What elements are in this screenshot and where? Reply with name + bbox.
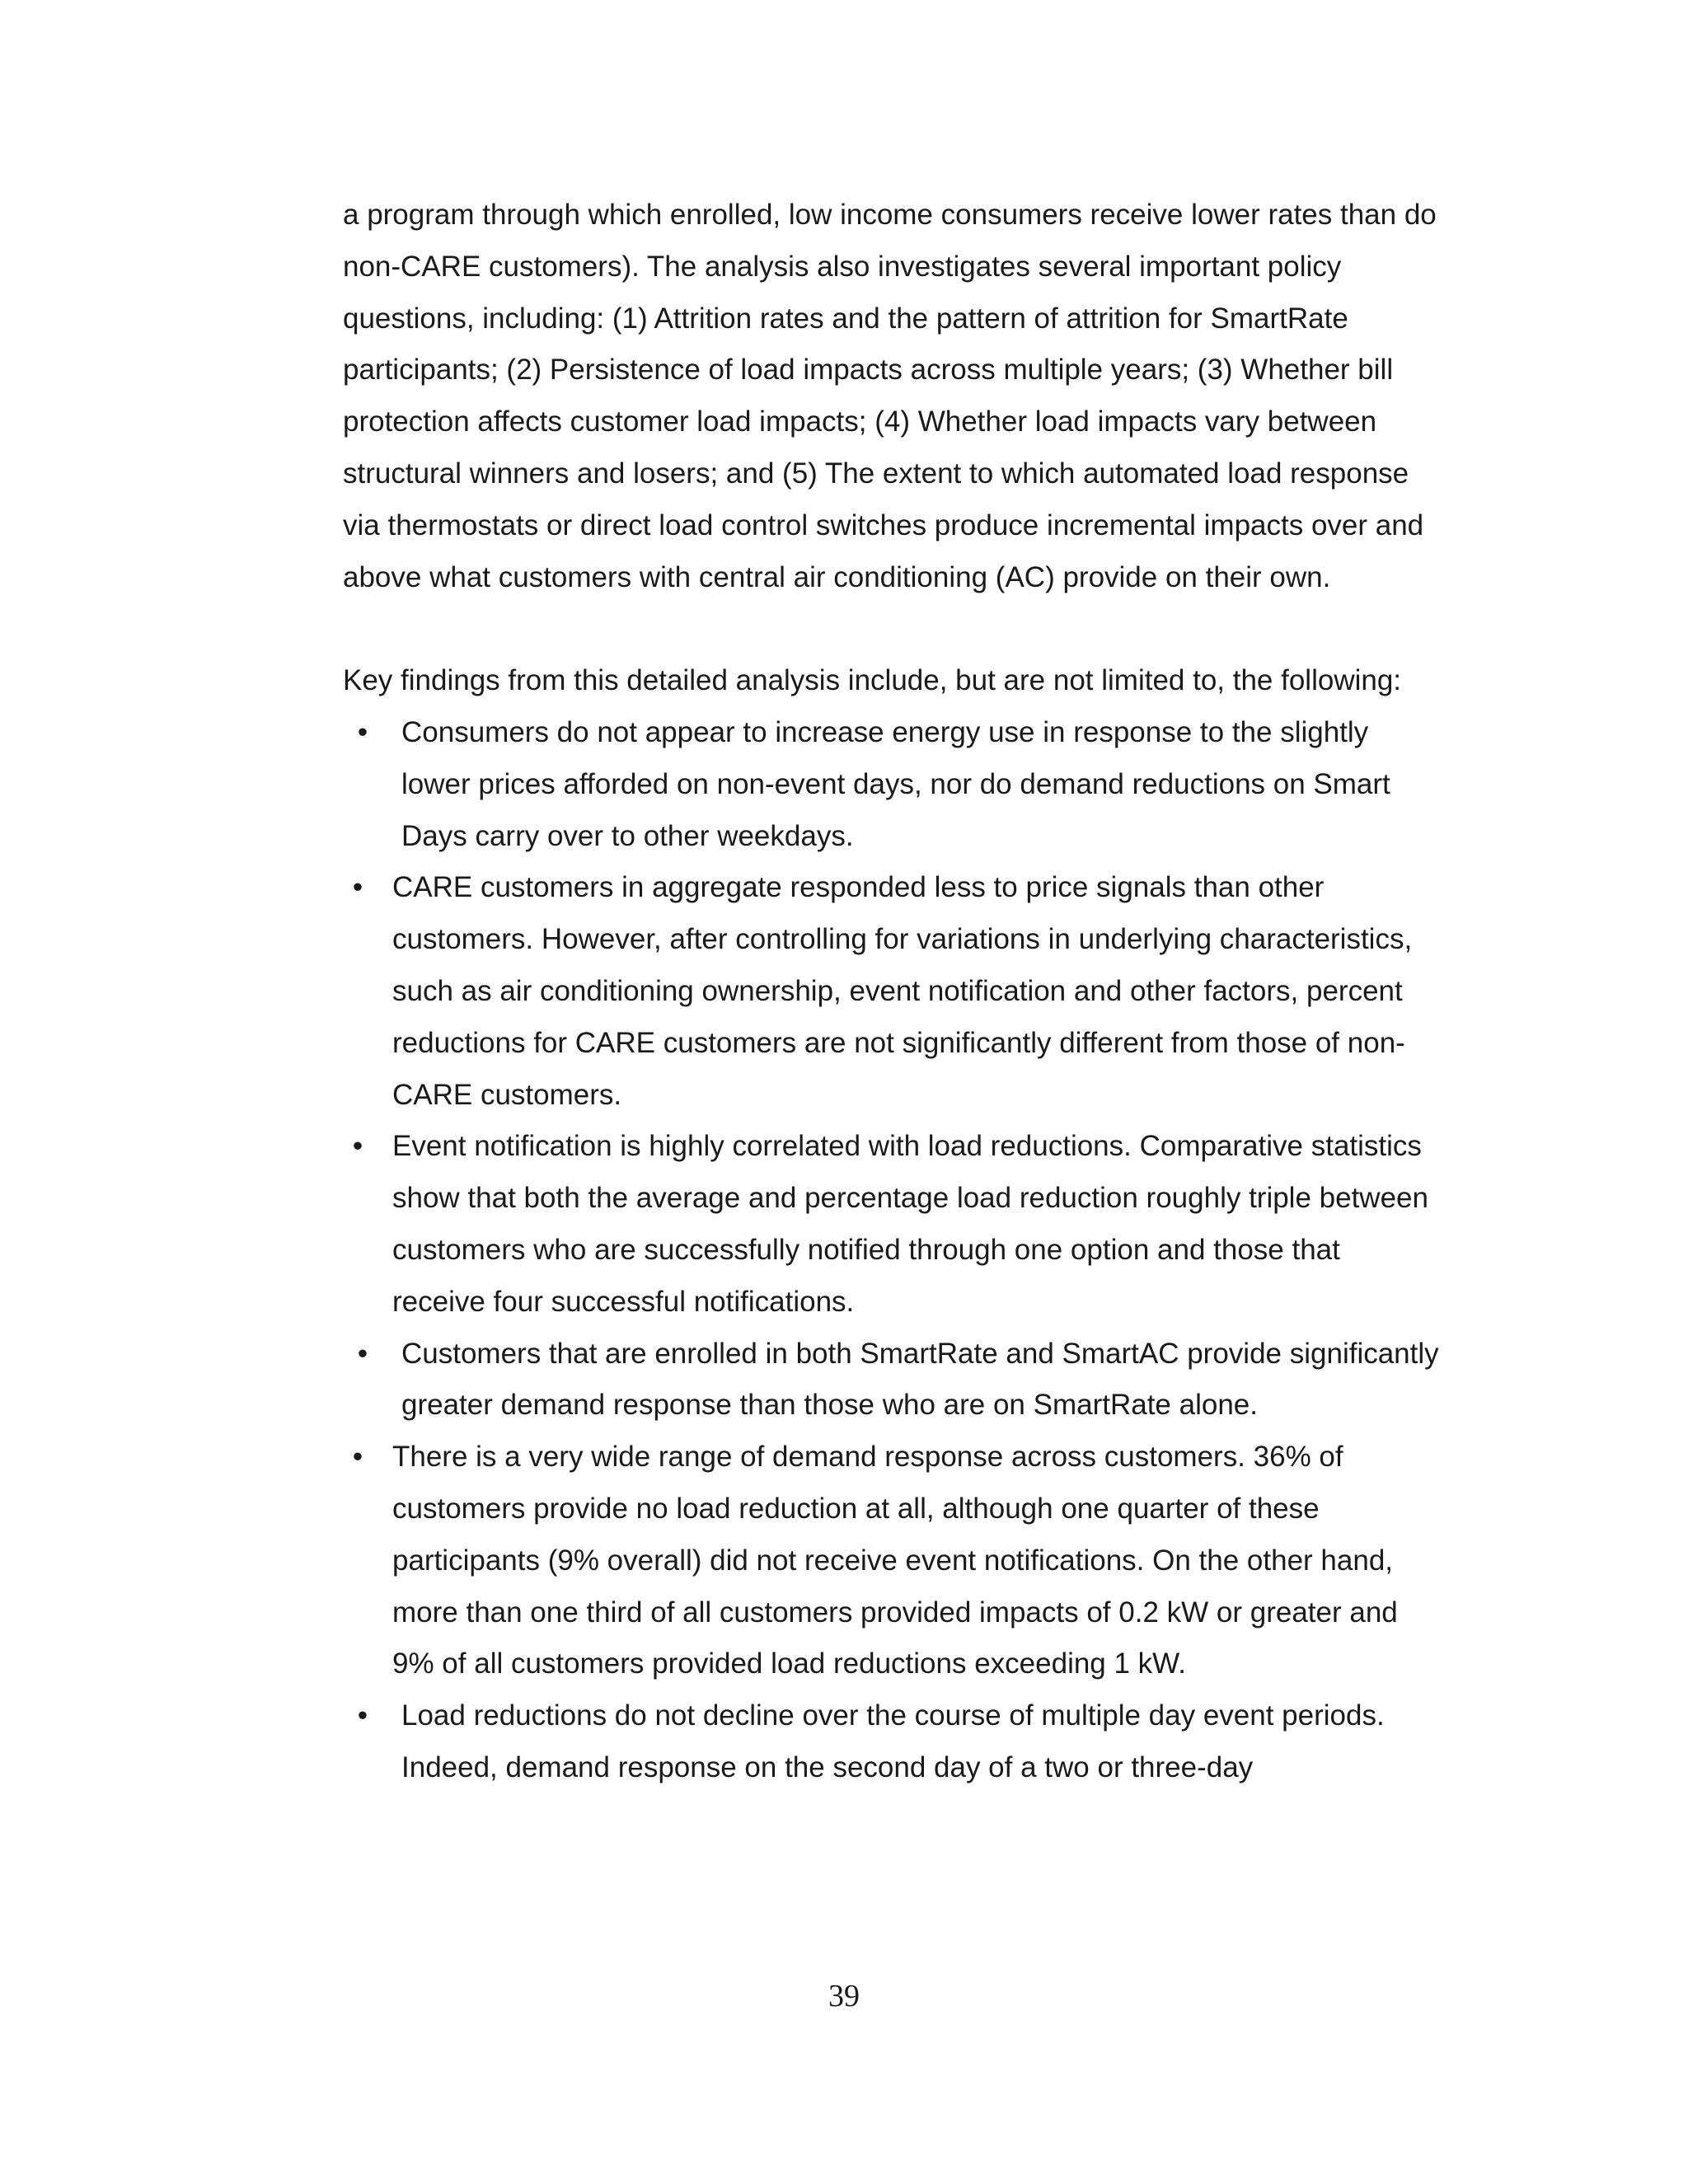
- finding-text: Customers that are enrolled in both SmartRate and SmartAC provide significantly greater demand response than those who are on SmartRate alone.: [401, 1337, 1439, 1422]
- bullet-icon: •: [357, 715, 368, 748]
- finding-text: Consumers do not appear to increase energy use in response to the slightly lower prices afforded on non-event days, nor do demand reductions on Smart Days carry over to other weekdays.: [401, 715, 1390, 852]
- finding-item: [343, 707, 1439, 862]
- key-findings-list: [343, 707, 1439, 1794]
- finding-text: Event notification is highly correlated with load reductions. Comparative statistics show that both the average and percentage load reduction roughly triple between customers who are successfully notified through one option and those that receive four successful notifications.: [392, 1130, 1428, 1318]
- finding-item: [343, 1432, 1439, 1690]
- bullet-icon: •: [352, 871, 363, 904]
- finding-item: [343, 862, 1439, 1121]
- finding-text: CARE customers in aggregate responded less to price signals than other customers. However, after controlling for variations in underlying characteristics, such as air conditioning ownership, event notification and other factors, percent reductions for CARE customers are not significantly different from those of non-CARE customers.: [392, 871, 1413, 1111]
- finding-item: [343, 1329, 1439, 1432]
- bullet-icon: •: [352, 1441, 363, 1474]
- paragraph-spacer: [343, 603, 1439, 655]
- finding-item: [343, 1690, 1439, 1794]
- intro-paragraph: a program through which enrolled, low income consumers receive lower rates than do non-CARE customers). The analysis also investigates several important policy questions, including: (1) Attrition rates and the pattern of attrition for SmartRate participants; (2) Persistence of load impacts across multiple years; (3) Whether bill protection affects customer load impacts; (4) Whether load impacts vary between structural winners and losers; and (5) The extent to which automated load response via thermostats or direct load control switches produce incremental impacts over and above what customers with central air conditioning (AC) provide on their own.: [343, 199, 1437, 593]
- findings-intro: Key findings from this detailed analysis include, but are not limited to, the following:: [343, 664, 1402, 697]
- page-body: [343, 190, 1439, 1794]
- finding-text: There is a very wide range of demand response across customers. 36% of customers provide no load reduction at all, although one quarter of these participants (9% overall) did not receive event notifications. On the other hand, more than one third of all customers provided impacts of 0.2 kW or greater and 9% of all customers provided load reductions exceeding 1 kW.: [392, 1441, 1398, 1680]
- finding-text: Load reductions do not decline over the course of multiple day event periods. Indeed, demand response on the second day of a two or three-day: [401, 1699, 1385, 1783]
- bullet-icon: •: [352, 1130, 363, 1163]
- page-number: 39: [828, 1979, 860, 2013]
- finding-item: [343, 1121, 1439, 1328]
- bullet-icon: •: [357, 1699, 368, 1732]
- bullet-icon: •: [357, 1337, 368, 1370]
